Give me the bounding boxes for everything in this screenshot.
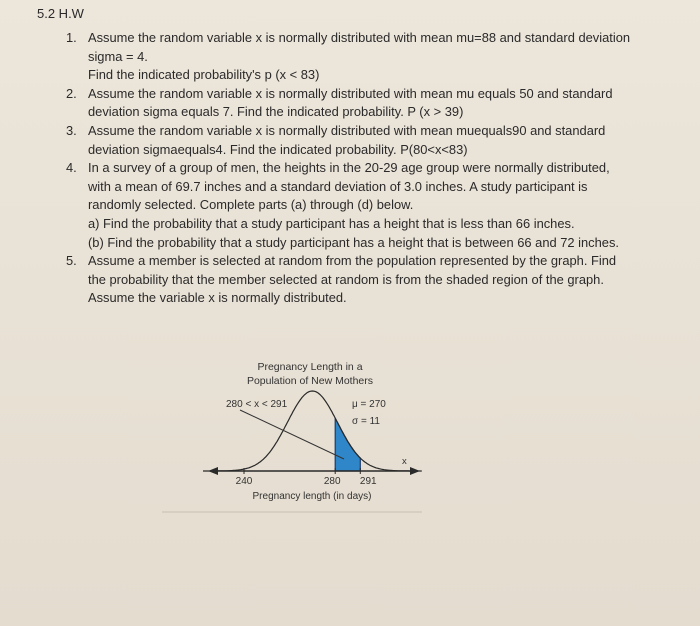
problem-text-line: with a mean of 69.7 inches and a standard deviation of 3.0 inches. A study participant is — [88, 178, 588, 194]
sd-label: σ = 11 — [352, 416, 380, 427]
x-tick-label: 280 — [323, 476, 341, 487]
problem-text-line: Find the indicated probability's p (x < 83) — [88, 67, 320, 83]
shaded-range-label: 280 < x < 291 — [226, 399, 288, 410]
axis-right-arrow-icon — [410, 467, 420, 475]
axis-variable-label: x — [402, 456, 407, 467]
problem-text-line: Assume a member is selected at random from the population represented by the graph. Find — [88, 253, 617, 269]
callout-pointer-line — [240, 410, 344, 459]
problem-number: 4. — [66, 160, 77, 176]
problem-text-line: sigma = 4. — [88, 48, 148, 64]
problem-number: 1. — [66, 30, 77, 45]
problem-text-line: the probability that the member selected at random is from the shaded region of the graph. — [88, 271, 604, 287]
problem-text-line: Assume the random variable x is normally distributed with mean mu equals 50 and standard — [88, 85, 613, 101]
problem-text-line: deviation sigmaequals4. Find the indicated probability. P(80<x<83) — [88, 141, 468, 157]
page-title: 5.2 H.W — [37, 6, 84, 21]
x-tick-label: 291 — [359, 476, 377, 487]
problem-text-line: Assume the variable x is normally distributed. — [88, 290, 347, 306]
axis-left-arrow-icon — [208, 467, 218, 475]
problem-text-line: Assume the random variable x is normally distributed with mean muequals90 and standard — [88, 122, 606, 138]
figure-title-line1: Pregnancy Length in a — [257, 361, 363, 373]
problem-text-line: a) Find the probability that a study participant has a height that is less than 66 inches. — [88, 215, 575, 231]
problem-text-line: deviation sigma equals 7. Find the indicated probability. P (x > 39) — [88, 104, 464, 120]
mean-label: μ = 270 — [352, 399, 386, 410]
problem-text-line: Assume the random variable x is normally distributed with mean mu=88 and standard deviation — [88, 30, 631, 45]
figure-title-line2: Population of New Mothers — [246, 375, 374, 387]
problem-number: 3. — [66, 122, 77, 138]
x-axis-label: Pregnancy length (in days) — [252, 491, 372, 502]
problem-number: 5. — [66, 253, 77, 269]
problem-text-line: randomly selected. Complete parts (a) through (d) below. — [88, 197, 414, 213]
problem-number: 2. — [66, 85, 77, 101]
x-tick-label: 240 — [235, 476, 253, 487]
problem-text-line: In a survey of a group of men, the heights in the 20-29 age group were normally distributed, — [88, 160, 610, 176]
problem-text-line: (b) Find the probability that a study participant has a height that is between 66 and 72 inches. — [88, 234, 619, 250]
